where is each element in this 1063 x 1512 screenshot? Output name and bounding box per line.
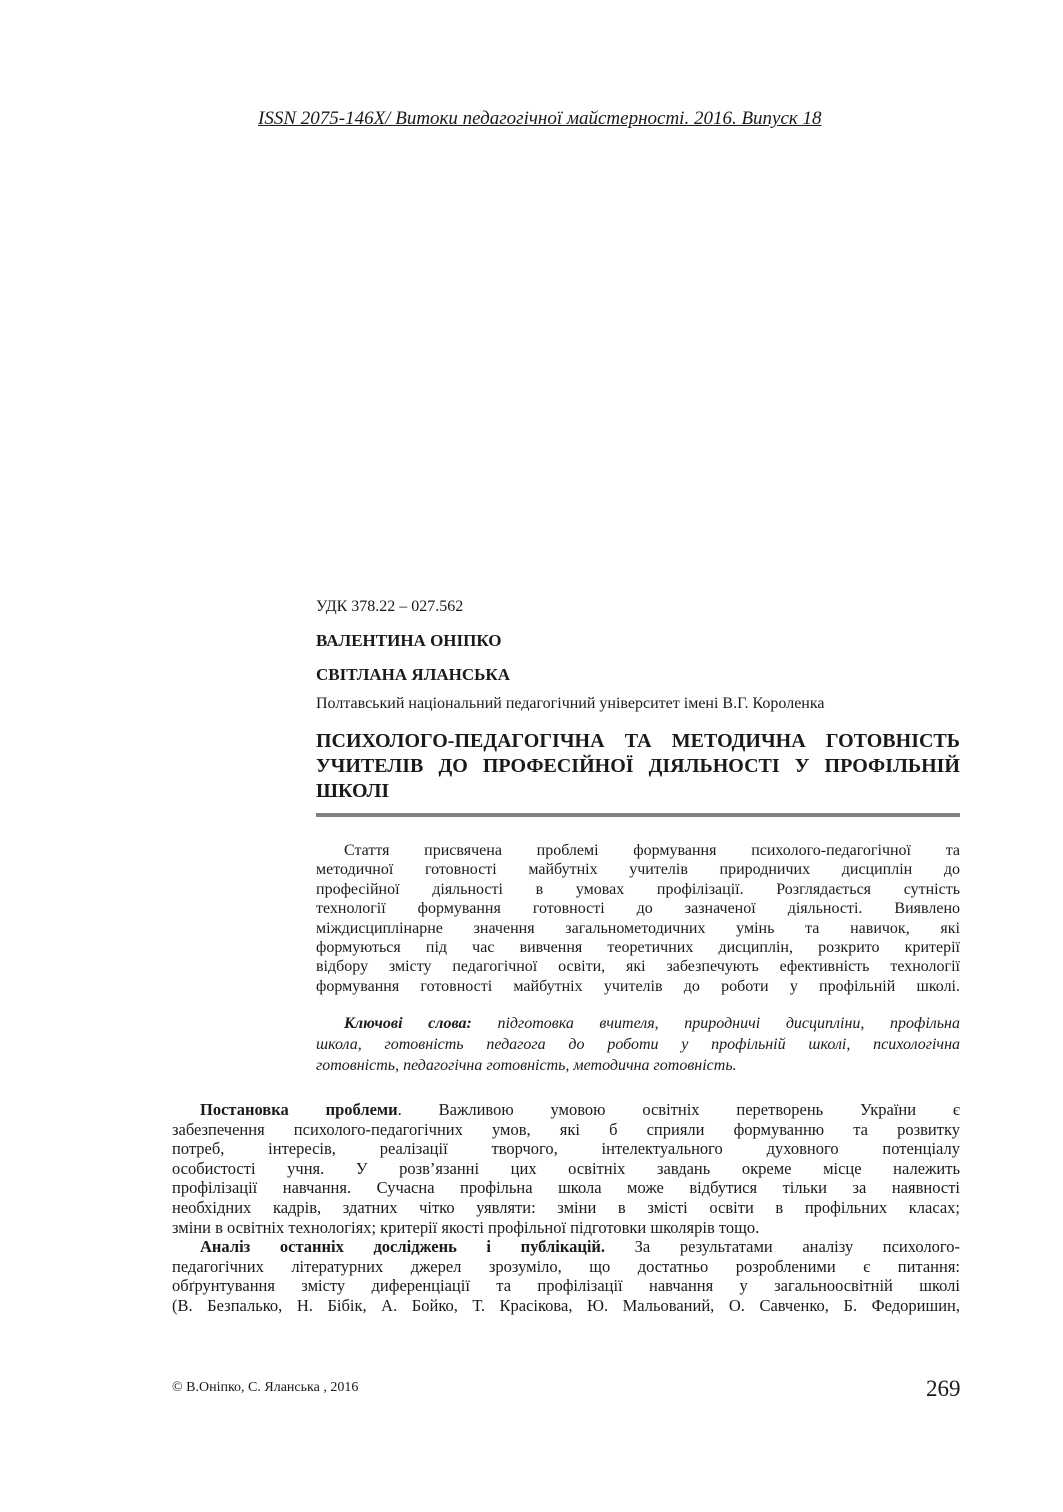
title-line: ПСИХОЛОГО-ПЕДАГОГІЧНА ТА МЕТОДИЧНА ГОТОВНІСТЬ: [316, 730, 960, 752]
keywords-line: [316, 1013, 960, 1034]
abstract-line: професійної діяльності в умовах профілізації. Розглядається сутність: [316, 880, 960, 898]
abstract-line: технології формування готовності до зазначеної діяльності. Виявлено: [316, 900, 960, 918]
abstract-line: методичної готовності майбутніх учителів природничих дисциплін до: [316, 861, 960, 879]
body-text-span: . Важливою умовою освітніх перетворень України є: [397, 1100, 961, 1119]
body-line: профілізації навчання. Сучасна профільна школа може відбутися тільки за наявності: [172, 1178, 960, 1198]
body-line: необхідних кадрів, здатних чітко уявляти: зміни в змісті освіти в профільних класах;: [172, 1197, 960, 1217]
article-title: [316, 729, 960, 804]
section-heading: Аналіз останніх досліджень і публікацій.: [200, 1237, 606, 1257]
body-line: особистості учня. У розв’язанні цих освітніх завдань окреме місце належить: [172, 1158, 960, 1178]
body-line: зміни в освітніх технологіях; критерії якості профільної підготовки школярів тощо.: [172, 1217, 760, 1237]
body-line: [172, 1100, 960, 1120]
keywords-label: Ключові слова:: [344, 1015, 472, 1032]
abstract-line: Стаття присвячена проблемі формування психолого-педагогічної та: [344, 842, 960, 859]
title-line: ШКОЛІ: [316, 780, 390, 802]
copyright: © В.Оніпко, С. Яланська , 2016: [172, 1380, 359, 1395]
body-line: педагогічних літературних джерел зрозуміло, що достатньо розробленими є питання:: [172, 1256, 960, 1276]
abstract-line: відбору змісту педагогічної освіти, які забезпечують ефективність технології: [316, 958, 960, 976]
author-name: СВІТЛАНА ЯЛАНСЬКА: [316, 665, 510, 684]
affiliation: Полтавський національний педагогічний університет імені В.Г. Короленка: [316, 695, 825, 712]
page-number: 269: [926, 1376, 961, 1401]
title-line: УЧИТЕЛІВ ДО ПРОФЕСІЙНОЇ ДІЯЛЬНОСТІ У ПРОФІЛЬНІЙ: [316, 755, 960, 777]
journal-header: ISSN 2075-146X/ Витоки педагогічної майстерності. 2016. Випуск 18: [258, 108, 822, 129]
body-line: (В. Безпалько, Н. Бібік, А. Бойко, Т. Красікова, Ю. Мальований, О. Савченко, Б. Федоришин,: [172, 1295, 960, 1315]
keywords: [316, 1013, 960, 1076]
abstract-line: міждисциплінарне значення загальнометодичних умінь та навичок, які: [316, 919, 960, 937]
keywords-line: школа, готовність педагога до роботи у профільній школі, психологічна: [316, 1036, 960, 1053]
keywords-line: готовність, педагогічна готовність, методична готовність.: [316, 1057, 737, 1074]
body-text: [172, 1100, 960, 1316]
body-text-span: За результатами аналізу психолого-: [605, 1237, 960, 1257]
udk-code: УДК 378.22 – 027.562: [316, 598, 464, 615]
body-line: обґрунтування змісту диференціації та профілізації навчання у загальноосвітній школі: [172, 1276, 960, 1296]
abstract-line: формування готовності майбутніх учителів до роботи у профільній школі.: [316, 977, 960, 995]
body-line: забезпечення психолого-педагогічних умов, які б сприяли формуванню та розвитку: [172, 1119, 960, 1139]
author-name: ВАЛЕНТИНА ОНІПКО: [316, 631, 502, 650]
body-line: потреб, інтересів, реалізації творчого, інтелектуального духовного потенціалу: [172, 1139, 960, 1159]
keywords-text: підготовка вчителя, природничі дисципліни, профільна: [471, 1015, 960, 1032]
title-divider: [316, 813, 960, 817]
abstract: [316, 841, 960, 996]
abstract-line: формуються під час вивчення теоретичних дисциплін, розкрито критерії: [316, 939, 960, 957]
body-line: [172, 1237, 960, 1257]
section-heading: Постановка проблеми: [200, 1100, 398, 1119]
